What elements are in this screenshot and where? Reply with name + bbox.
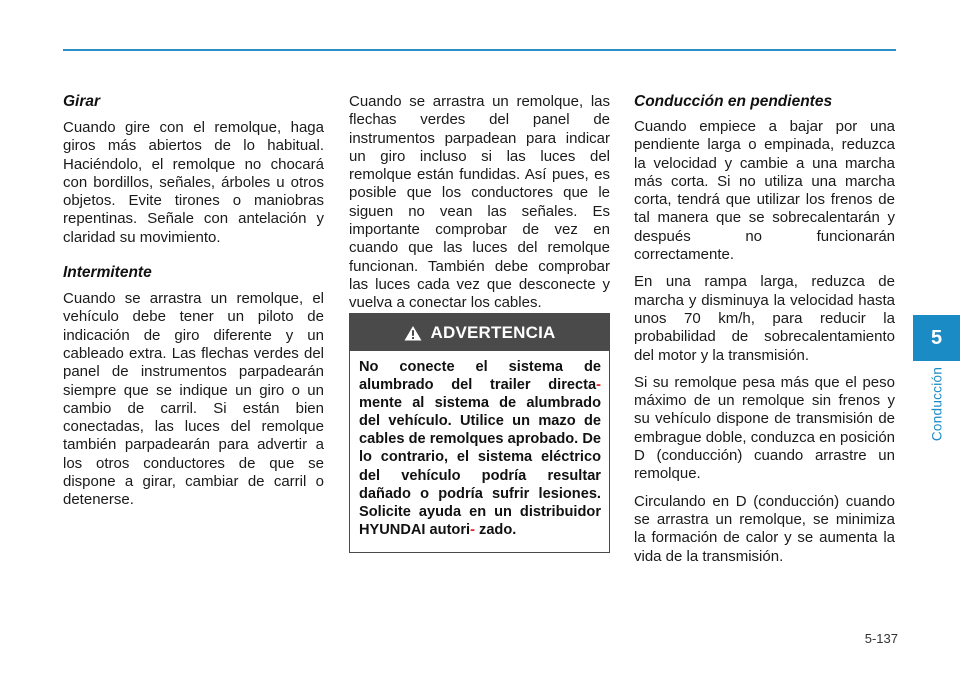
- column-left: [63, 92, 324, 519]
- paragraph-trailer-lights: Cuando se arrastra un remolque, las flechas verdes del panel de instrumentos parpadean para indicar un giro incluso si las luces del remolque están fundidas. Así pues, es posible que los conductores que le siguen no vean las señales. Es importante comprobar de vez en cuando que las luces del remolque funcionan. También debe comprobar las luces cada vez que desconecte y vuelva a conectar los cables.: [349, 93, 610, 312]
- page-number: 5-137: [864, 631, 898, 646]
- chapter-number-tab: 5: [913, 315, 960, 361]
- warning-text-part: mente al sistema de alumbrado del vehículo. Utilice un mazo de cables de remolques aprobado. De lo contrario, el sistema eléctrico del vehículo podría resultar dañado o podría sufrir lesiones. Solicite ayuda en un distribuidor HYUNDAI autori: [359, 395, 601, 538]
- paragraph: Si su remolque pesa más que el peso máximo de un remolque sin frenos y su vehículo dispone de transmisión de embrague doble, conduzca en posición D (conducción) cuando arrastre un remolque.: [634, 373, 896, 483]
- warning-box: [349, 313, 610, 553]
- paragraph: En una rampa larga, reduzca de marcha y disminuya la velocidad hasta unos 70 km/h, para reducir la probabilidad de sobrecalentamiento del motor y la transmisión.: [634, 273, 895, 364]
- paragraph-girar: Cuando gire con el remolque, haga giros más abiertos de lo habitual. Haciéndolo, el remolque no chocará con bordillos, señales, árboles u otros objetos. Evite tirones o maniobras repentinas. Señale con antelación y claridad su movimiento.: [63, 119, 324, 246]
- section-heading-pendientes: Conducción en pendientes: [634, 93, 833, 110]
- section-heading-girar: Girar: [63, 93, 101, 110]
- warning-header: [350, 314, 609, 351]
- warning-hyphen: -: [596, 377, 601, 394]
- header-rule: [63, 49, 896, 51]
- warning-hyphen: -: [470, 521, 475, 538]
- warning-triangle-icon: [404, 325, 422, 341]
- section-heading-intermitente: Intermitente: [63, 264, 152, 282]
- paragraph: Circulando en D (conducción) cuando se arrastra un remolque, se minimiza la formación de calor y se aumenta la vida de la transmisión.: [634, 492, 895, 565]
- paragraph: Cuando empiece a bajar por una pendiente larga o empinada, reduzca la velocidad y cambie a una marcha más corta. Si no utiliza una marcha corta, tendrá que utilizar los frenos de tal manera que se sobrecalentarán y después no funcionarán correctamente.: [634, 118, 895, 264]
- chapter-title: Conducción: [929, 366, 945, 442]
- warning-text-part: No conecte el sistema de alumbrado del trailer directa: [359, 359, 601, 394]
- warning-title: ADVERTENCIA: [430, 322, 556, 342]
- warning-text-part: zado.: [479, 521, 517, 538]
- column-middle: [349, 93, 610, 322]
- warning-text: [350, 351, 609, 539]
- column-right: [634, 92, 895, 575]
- paragraph-intermitente: Cuando se arrastra un remolque, el vehículo debe tener un piloto de indicación de giro diferente y un cableado extra. Las flechas verdes del panel de instrumentos parpadearán siempre que se indique un giro o un cambio de carril. Si están bien conectadas, las luces del remolque también parpadearán para advertir a los otros conductores de que se dispone a girar, cambiar de carril o detenerse.: [63, 290, 324, 509]
